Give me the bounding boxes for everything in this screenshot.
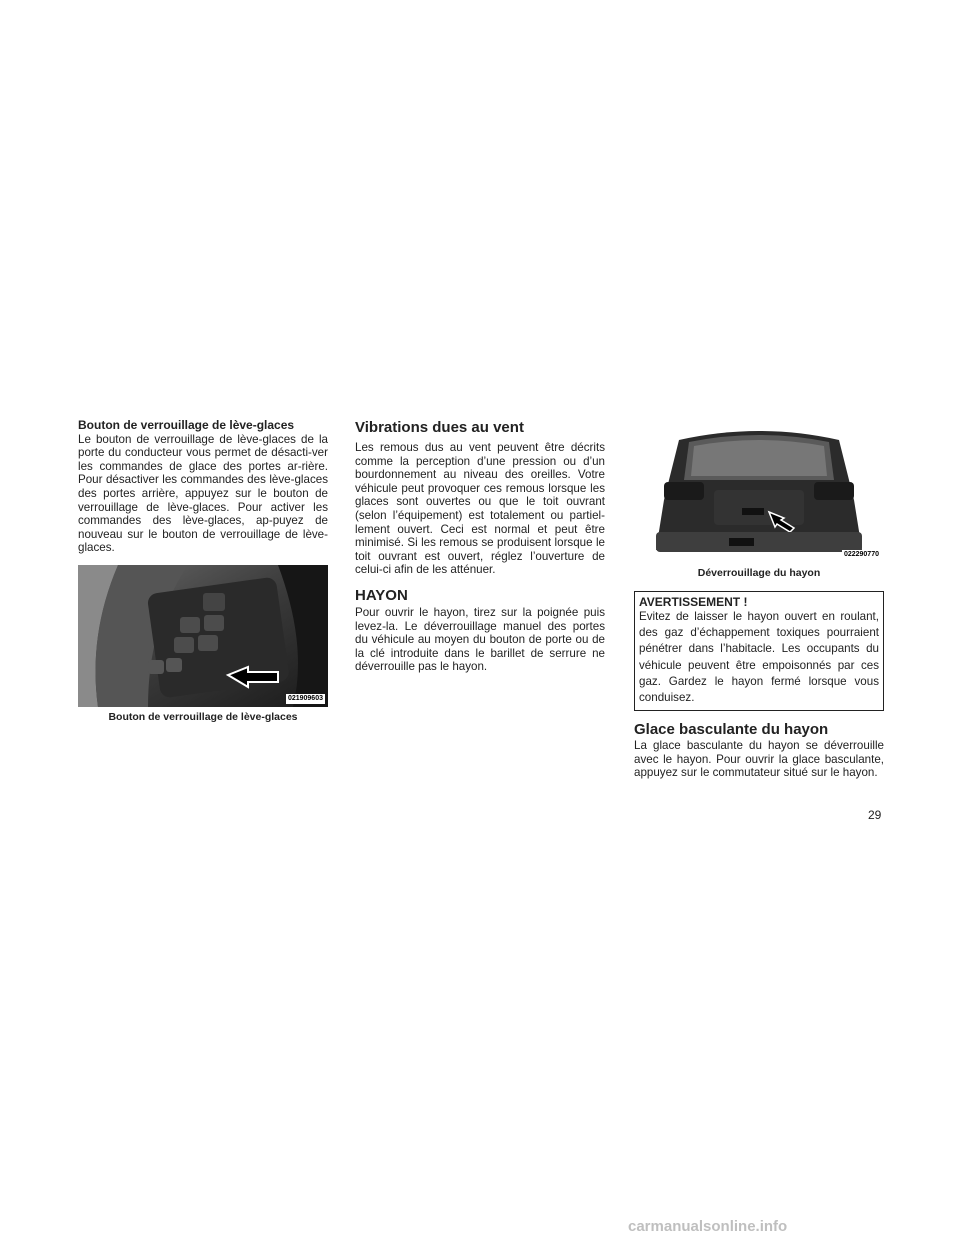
- heading-liftgate: HAYON: [355, 586, 408, 604]
- column-middle: [355, 419, 605, 674]
- watermark: carmanualsonline.info: [628, 1218, 788, 1235]
- heading-wind-buffeting: Vibrations dues au vent: [355, 419, 524, 436]
- paragraph-flip-glass: La glace basculante du hayon se déverrouille avec le hayon. Pour ouvrir la glace basculante, appuyez sur le commutateur situé sur le hayon.: [634, 739, 884, 780]
- section-subhead: Bouton de verrouillage de lève-glaces: [78, 418, 295, 432]
- warning-text: Evitez de laisser le hayon ouvert en roulant, des gaz d’échappement toxiques pourraient pénétrer dans l’habitacle. Les occupants du véhicule peuvent être empoisonnés par ces gaz. Gardez le hayon fermé lorsque vous conduisez.: [639, 610, 879, 705]
- warning-title: AVERTISSEMENT !: [639, 595, 748, 609]
- figure-code: 021909603: [287, 694, 323, 702]
- warning-box: [634, 591, 884, 711]
- heading-flip-glass: Glace basculante du hayon: [634, 721, 829, 739]
- window-lock-figure: [78, 565, 328, 707]
- figure-caption: Bouton de verrouillage de lève-glaces: [108, 710, 298, 723]
- paragraph-liftgate: Pour ouvrir le hayon, tirez sur la poignée puis levez-la. Le déverrouillage manuel des portes du véhicule au moyen du bouton de porte ou de la clé introduite dans le barillet de serrure ne déverrouille pas le hayon.: [355, 605, 605, 674]
- column-right: [634, 419, 884, 780]
- paragraph-wind-buffeting: Les remous dus au vent peuvent être décrits comme la perception d’une pression ou d’un bourdonnement au niveau des oreilles. Votre véhicule peut provoquer ces remous lorsque les glaces sont ouvertes ou que le toit ouvrant (selon l’équipement) est totalement ou partiel-lement ouvert. Ceci est normal et peut être minimisé. Si les remous se produisent lorsque le toit ouvrant est ouvert, réglez l’ouverture de celui-ci afin de les atténuer.: [355, 441, 605, 577]
- door-panel-illustration: [78, 565, 328, 707]
- liftgate-figure: [634, 420, 884, 563]
- liftgate-illustration: [634, 420, 884, 563]
- figure-code: 022290770: [843, 551, 879, 558]
- section-paragraph: Le bouton de verrouillage de lève-glaces de la porte du conducteur vous permet de désacti-ver les commandes de glace des portes ar-rière. Pour désactiver les commandes des lève-glaces des portes arrière, appuyez sur le bouton de verrouillage de lève-glaces. Pour activer les commandes des lève-glaces, ap-puyez de nouveau sur le bouton de verrouillage de lève-glaces.: [78, 432, 328, 555]
- column-left: [78, 419, 328, 723]
- figure-caption: Déverrouillage du hayon: [697, 567, 821, 579]
- page-number: 29: [868, 808, 882, 822]
